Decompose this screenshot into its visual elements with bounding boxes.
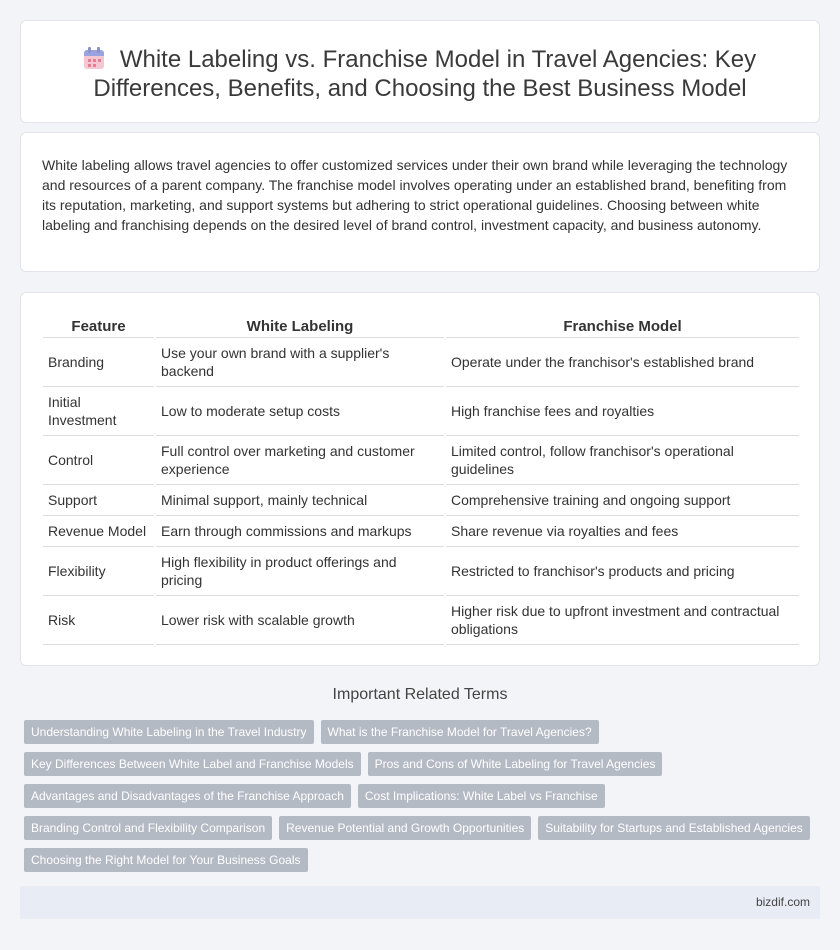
related-term-link[interactable]: Understanding White Labeling in the Travel Industry: [24, 720, 314, 744]
white-labeling-cell: Full control over marketing and customer experience: [155, 435, 445, 484]
feature-cell: Branding: [43, 337, 155, 386]
footer-site-name[interactable]: bizdif.com: [755, 895, 810, 909]
franchise-cell: Restricted to franchisor's products and pricing: [445, 546, 799, 595]
table-row: [43, 435, 799, 484]
white-labeling-cell: Earn through commissions and markups: [155, 515, 445, 546]
franchise-cell: Higher risk due to upfront investment and contractual obligations: [445, 595, 799, 644]
table-header-row: [43, 316, 799, 337]
related-term-link[interactable]: Key Differences Between White Label and Franchise Models: [24, 752, 361, 776]
related-term-link[interactable]: Cost Implications: White Label vs Franchise: [358, 784, 605, 808]
feature-cell: Control: [43, 435, 155, 484]
related-terms-heading: Important Related Terms: [332, 686, 508, 703]
white-labeling-cell: High flexibility in product offerings and pricing: [155, 546, 445, 595]
white-labeling-cell: Low to moderate setup costs: [155, 386, 445, 435]
white-labeling-cell: Minimal support, mainly technical: [155, 484, 445, 515]
related-term-link[interactable]: Advantages and Disadvantages of the Franchise Approach: [24, 784, 351, 808]
intro-card: [20, 132, 820, 272]
franchise-cell: Share revenue via royalties and fees: [445, 515, 799, 546]
feature-cell: Flexibility: [43, 546, 155, 595]
table-row: [43, 386, 799, 435]
page-title: [61, 45, 779, 103]
table-row: [43, 546, 799, 595]
comparison-table: [43, 316, 799, 645]
related-term-link[interactable]: Choosing the Right Model for Your Business Goals: [24, 848, 308, 872]
page-title-text: White Labeling vs. Franchise Model in Travel Agencies: Key Differences, Benefits, and Choosing the Best Business Model: [93, 46, 757, 102]
table-row: [43, 515, 799, 546]
table-row: [43, 337, 799, 386]
table-row: [43, 484, 799, 515]
related-term-link[interactable]: Branding Control and Flexibility Comparison: [24, 816, 272, 840]
franchise-cell: High franchise fees and royalties: [445, 386, 799, 435]
column-header: Feature: [43, 316, 155, 337]
franchise-cell: Limited control, follow franchisor's operational guidelines: [445, 435, 799, 484]
column-header: White Labeling: [155, 316, 445, 337]
feature-cell: Support: [43, 484, 155, 515]
related-term-link[interactable]: What is the Franchise Model for Travel Agencies?: [321, 720, 599, 744]
column-header: Franchise Model: [445, 316, 799, 337]
feature-cell: Risk: [43, 595, 155, 644]
franchise-cell: Comprehensive training and ongoing support: [445, 484, 799, 515]
franchise-cell: Operate under the franchisor's established brand: [445, 337, 799, 386]
related-term-link[interactable]: Revenue Potential and Growth Opportunities: [279, 816, 531, 840]
related-term-link[interactable]: Pros and Cons of White Labeling for Travel Agencies: [368, 752, 663, 776]
title-card: [20, 20, 820, 123]
intro-paragraph: White labeling allows travel agencies to offer customized services under their own brand while leveraging the technology and resources of a parent company. The franchise model involves operating under an established brand, benefiting from its reputation, marketing, and support systems but adhering to strict operational guidelines. Choosing between white labeling and franchising depends on the desired level of brand control, investment capacity, and business autonomy.: [42, 157, 788, 233]
calendar-icon: [84, 47, 104, 69]
feature-cell: Revenue Model: [43, 515, 155, 546]
footer: [20, 886, 820, 919]
comparison-card: [20, 292, 820, 666]
white-labeling-cell: Lower risk with scalable growth: [155, 595, 445, 644]
white-labeling-cell: Use your own brand with a supplier's backend: [155, 337, 445, 386]
table-row: [43, 595, 799, 644]
feature-cell: Initial Investment: [43, 386, 155, 435]
related-term-link[interactable]: Suitability for Startups and Established Agencies: [538, 816, 809, 840]
related-terms-list: [24, 720, 824, 880]
